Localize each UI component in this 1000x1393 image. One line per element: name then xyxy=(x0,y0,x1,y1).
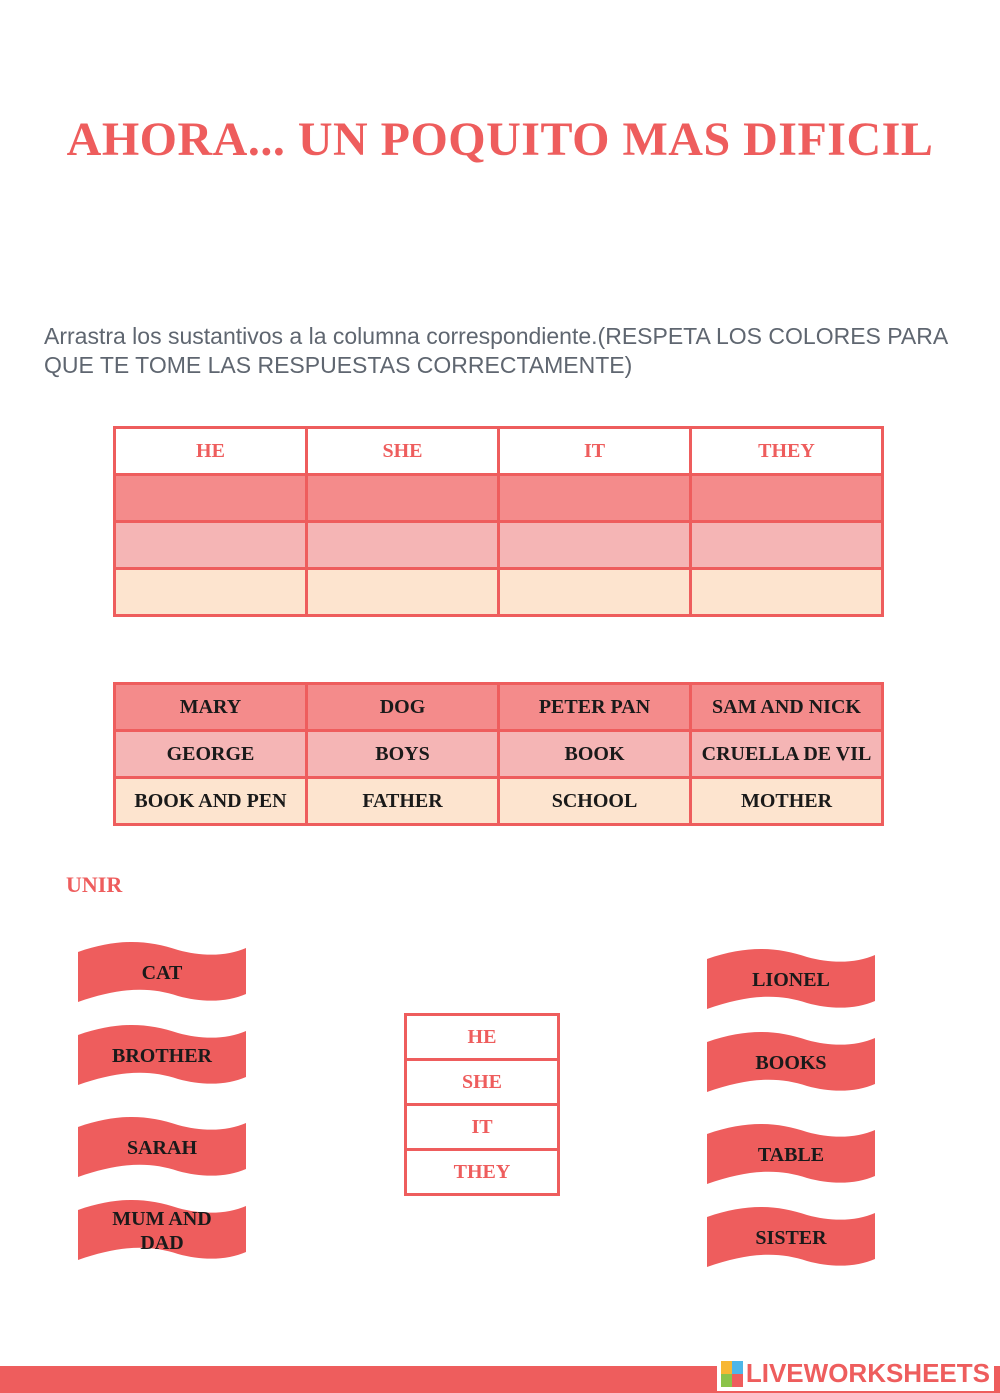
pronoun-it[interactable]: IT xyxy=(406,1105,559,1150)
drop-slot[interactable] xyxy=(115,475,307,522)
drop-slot[interactable] xyxy=(115,522,307,569)
match-item-label: BROTHER xyxy=(111,1045,213,1067)
page-title: AHORA... UN POQUITO MAS DIFICIL xyxy=(66,113,934,166)
noun-father[interactable]: FATHER xyxy=(307,778,499,825)
match-item-table[interactable] xyxy=(707,1124,875,1186)
match-item-lionel[interactable] xyxy=(707,949,875,1011)
drop-slot[interactable] xyxy=(691,522,883,569)
match-item-label: TABLE xyxy=(757,1144,825,1166)
drop-target-table xyxy=(113,426,884,617)
noun-book[interactable]: BOOK xyxy=(499,731,691,778)
drop-slot[interactable] xyxy=(307,475,499,522)
noun-mother[interactable]: MOTHER xyxy=(691,778,883,825)
match-item-label: SARAH xyxy=(126,1137,197,1159)
noun-peter-pan[interactable]: PETER PAN xyxy=(499,684,691,731)
instructions-text: Arrastra los sustantivos a la columna correspondiente.(RESPETA LOS COLORES PARA QUE TE TOME LAS RESPUESTAS CORRECTAMENTE) xyxy=(44,323,947,378)
match-item-label: BOOKS xyxy=(755,1052,827,1074)
noun-mary[interactable]: MARY xyxy=(115,684,307,731)
noun-sam-and-nick[interactable]: SAM AND NICK xyxy=(691,684,883,731)
header-they: THEY xyxy=(691,428,883,475)
header-he: HE xyxy=(115,428,307,475)
match-item-label: LIONEL xyxy=(752,969,830,991)
noun-dog[interactable]: DOG xyxy=(307,684,499,731)
pronoun-match-table xyxy=(404,1013,560,1196)
header-it: IT xyxy=(499,428,691,475)
pronoun-he[interactable]: HE xyxy=(406,1015,559,1060)
match-item-brother[interactable] xyxy=(78,1025,246,1087)
noun-cruella-de-vil[interactable]: CRUELLA DE VIL xyxy=(691,731,883,778)
match-item-cat[interactable] xyxy=(78,942,246,1004)
liveworksheets-logo xyxy=(717,1356,994,1391)
header-she: SHE xyxy=(307,428,499,475)
draggable-nouns-table xyxy=(113,682,884,826)
drop-slot[interactable] xyxy=(691,475,883,522)
pronoun-they[interactable]: THEY xyxy=(406,1150,559,1195)
drop-slot[interactable] xyxy=(307,522,499,569)
noun-school[interactable]: SCHOOL xyxy=(499,778,691,825)
drop-slot[interactable] xyxy=(307,569,499,616)
noun-book-and-pen[interactable]: BOOK AND PEN xyxy=(115,778,307,825)
drop-slot[interactable] xyxy=(115,569,307,616)
match-item-label: SISTER xyxy=(755,1227,827,1249)
liveworksheets-logo-icon xyxy=(721,1361,743,1387)
match-item-sister[interactable] xyxy=(707,1207,875,1269)
match-item-label: MUM AND DAD xyxy=(112,1208,212,1254)
match-item-label: CAT xyxy=(141,962,183,984)
unir-label: UNIR xyxy=(66,872,123,897)
drop-slot[interactable] xyxy=(499,475,691,522)
drop-slot[interactable] xyxy=(691,569,883,616)
match-item-mum-and-dad[interactable] xyxy=(78,1200,246,1262)
drop-slot[interactable] xyxy=(499,522,691,569)
drop-slot[interactable] xyxy=(499,569,691,616)
brand-name: LIVEWORKSHEETS xyxy=(745,1358,990,1388)
noun-boys[interactable]: BOYS xyxy=(307,731,499,778)
match-item-books[interactable] xyxy=(707,1032,875,1094)
noun-george[interactable]: GEORGE xyxy=(115,731,307,778)
pronoun-she[interactable]: SHE xyxy=(406,1060,559,1105)
match-item-sarah[interactable] xyxy=(78,1117,246,1179)
